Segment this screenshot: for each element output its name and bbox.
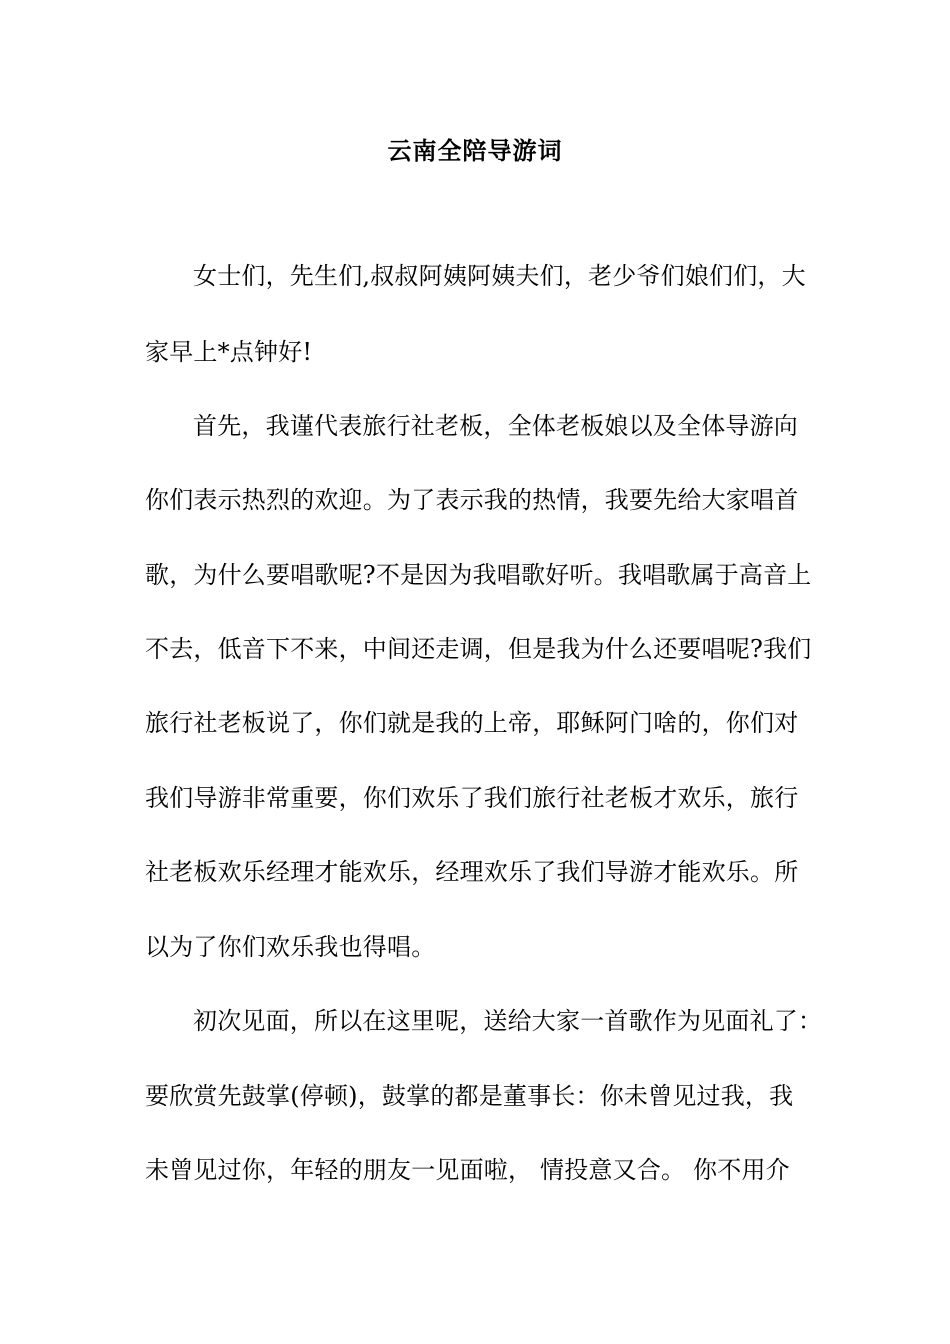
paragraph-3-line-3: 未曾见过你，年轻的朋友一见面啦， 情投意又合。 你不用介: [145, 1156, 790, 1184]
paragraph-1-line-2: 家早上*点钟好!: [145, 338, 313, 366]
paragraph-2-line-3: 歌，为什么要唱歌呢?不是因为我唱歌好听。我唱歌属于高音上: [145, 561, 812, 589]
paragraph-1-line-1: 女士们，先生们,叔叔阿姨阿姨夫们，老少爷们娘们们，大: [193, 262, 806, 290]
paragraph-2-line-6: 我们导游非常重要，你们欢乐了我们旅行社老板才欢乐，旅行: [145, 784, 799, 812]
paragraph-2-line-8: 以为了你们欢乐我也得唱。: [145, 933, 436, 961]
paragraph-2-line-4: 不去，低音下不来，中间还走调，但是我为什么还要唱呢?我们: [145, 635, 812, 663]
document-title: 云南全陪导游词: [387, 136, 563, 165]
paragraph-2-line-7: 社老板欢乐经理才能欢乐，经理欢乐了我们导游才能欢乐。所: [145, 858, 799, 886]
paragraph-2-line-1: 首先，我谨代表旅行社老板，全体老板娘以及全体导游向: [193, 412, 798, 440]
paragraph-2-line-5: 旅行社老板说了，你们就是我的上帝，耶稣阿门啥的，你们对: [145, 709, 799, 737]
paragraph-3-line-1: 初次见面，所以在这里呢，送给大家一首歌作为见面礼了：: [193, 1007, 823, 1035]
paragraph-3-line-2: 要欣赏先鼓掌(停顿)，鼓掌的都是董事长：你未曾见过我，我: [145, 1082, 794, 1110]
paragraph-2-line-2: 你们表示热烈的欢迎。为了表示我的热情，我要先给大家唱首: [145, 486, 799, 514]
